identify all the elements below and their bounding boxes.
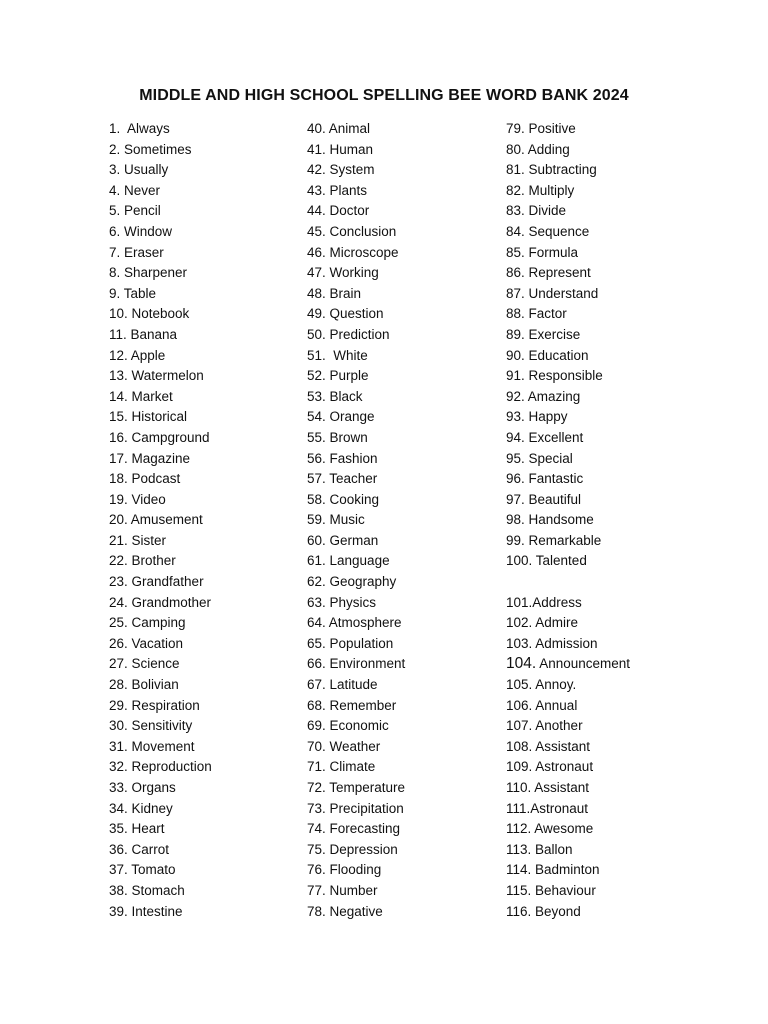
word-item: 43. Plants [307,182,368,198]
word-item: 99. Remarkable [506,532,602,548]
word-item: 88. Factor [506,306,567,322]
word-item: 83. Divide [506,203,567,219]
word-item: 4. Never [109,182,161,198]
word-item: 105. Annoy. [506,677,577,693]
word-item: 67. Latitude [307,677,378,693]
word-item: 2. Sometimes [109,141,192,157]
word-item: 45. Conclusion [307,223,397,239]
word-item: 36. Carrot [109,841,170,857]
word-item: 110. Assistant [506,780,590,795]
word-item: 82. Multiply [506,182,575,198]
word-item: 31. Movement [109,738,195,754]
word-item: 101.Address [506,594,582,610]
word-item: 38. Stomach [109,882,185,898]
word-item: 40. Animal [307,121,371,136]
word-item: 14. Market [109,388,173,404]
word-item: 33. Organs [109,780,176,795]
word-item: 35. Heart [109,821,165,837]
word-item: 60. German [307,532,379,548]
word-column-3 [506,119,630,922]
word-item: 23. Grandfather [109,574,204,590]
word-item: 52. Purple [307,368,369,384]
word-item: 94. Excellent [506,429,584,445]
word-item: 54. Orange [307,409,375,425]
word-item: 89. Exercise [506,326,581,342]
word-item: 46. Microscope [307,244,399,260]
word-text: Announcement [539,656,631,672]
word-item: 28. Bolivian [109,677,179,693]
word-item: 91. Responsible [506,368,603,384]
word-item: 6. Window [109,223,173,239]
word-item: 95. Special [506,450,573,466]
word-item: 100. Talented [506,553,587,569]
word-item: 47. Working [307,265,379,281]
word-item: 50. Prediction [307,326,390,342]
word-item: 25. Camping [109,615,186,631]
word-item: 18. Podcast [109,471,181,487]
word-item: 76. Flooding [307,862,382,878]
word-item: 115. Behaviour [506,882,596,898]
word-item: 106. Annual [506,697,578,713]
word-item: 41. Human [307,141,374,157]
word-item: 66. Environment [307,656,406,672]
word-column-1 [109,119,212,922]
word-item: 57. Teacher [307,471,378,487]
word-item: 70. Weather [307,738,381,754]
word-item: 3. Usually [109,162,169,178]
word-item: 48. Brain [307,285,362,301]
word-item: 113. Ballon [506,841,573,857]
word-number: 104. [506,655,537,673]
word-item: 1. Always [109,121,170,136]
word-item: 64. Atmosphere [307,615,402,631]
word-item: 32. Reproduction [109,759,212,775]
word-item: 87. Understand [506,285,599,301]
word-item: 24. Grandmother [109,594,212,610]
word-item: 44. Doctor [307,203,370,219]
word-item: 9. Table [109,285,157,301]
word-item: 103. Admission [506,635,598,651]
word-item: 29. Respiration [109,697,200,713]
word-item: 84. Sequence [506,223,590,239]
word-item: 10. Notebook [109,306,190,322]
blank-line [506,572,630,593]
word-item: 22. Brother [109,553,176,569]
word-item: 13. Watermelon [109,368,204,384]
word-item: 8. Sharpener [109,265,188,281]
word-item: 49. Question [307,306,384,322]
word-item: 58. Cooking [307,491,380,507]
word-item: 81. Subtracting [506,162,597,178]
word-item: 63. Physics [307,594,377,610]
word-item: 12. Apple [109,347,166,363]
word-item: 108. Assistant [506,738,591,754]
page-title: MIDDLE AND HIGH SCHOOL SPELLING BEE WORD BANK 2024 [139,87,629,104]
word-item: 30. Sensitivity [109,718,193,734]
word-item: 11. Banana [109,326,178,342]
word-item: 59. Music [307,512,365,528]
word-item: 17. Magazine [109,450,191,466]
word-item: 56. Fashion [307,450,378,466]
word-item: 42. System [307,162,375,178]
word-item: 109. Astronaut [506,759,594,775]
word-item: 5. Pencil [109,203,161,219]
word-item: 27. Science [109,656,180,672]
word-item: 19. Video [109,491,166,507]
word-item: 97. Beautiful [506,491,582,507]
word-item: 102. Admire [506,615,579,631]
word-item: 26. Vacation [109,635,184,651]
word-item: 37. Tomato [109,862,176,878]
word-item: 68. Remember [307,697,397,713]
word-item: 7. Eraser [109,244,164,260]
word-item: 20. Amusement [109,512,203,528]
word-item: 79. Positive [506,121,576,136]
word-item: 34. Kidney [109,800,173,816]
word-item: 39. Intestine [109,903,183,919]
word-item: 65. Population [307,635,394,651]
word-item: 55. Brown [307,429,368,445]
word-item-104 [506,654,630,675]
word-item: 107. Another [506,718,583,734]
word-item: 69. Economic [307,718,389,734]
word-item: 62. Geography [307,574,397,590]
word-item: 77. Number [307,882,378,898]
word-item: 116. Beyond [506,903,581,919]
word-item: 98. Handsome [506,512,594,528]
word-item: 80. Adding [506,141,570,157]
word-item: 51. White [307,347,368,363]
word-item: 93. Happy [506,409,568,425]
word-item: 15. Historical [109,409,188,425]
word-item: 114. Badminton [506,862,600,878]
word-item: 61. Language [307,553,390,569]
word-column-2 [307,119,405,922]
word-item: 16. Campground [109,429,210,445]
word-item: 71. Climate [307,759,376,775]
word-item: 75. Depression [307,841,398,857]
word-item: 73. Precipitation [307,800,404,816]
word-item: 96. Fantastic [506,471,584,487]
word-item: 112. Awesome [506,821,594,837]
word-item: 74. Forecasting [307,821,401,837]
word-item: 86. Represent [506,265,591,281]
word-item: 21. Sister [109,532,167,548]
word-item: 72. Temperature [307,780,406,795]
word-item: 85. Formula [506,244,579,260]
word-item: 92. Amazing [506,388,581,404]
word-item: 111.Astronaut [506,800,589,816]
word-item: 53. Black [307,388,363,404]
word-item: 78. Negative [307,903,383,919]
word-item: 90. Education [506,347,589,363]
